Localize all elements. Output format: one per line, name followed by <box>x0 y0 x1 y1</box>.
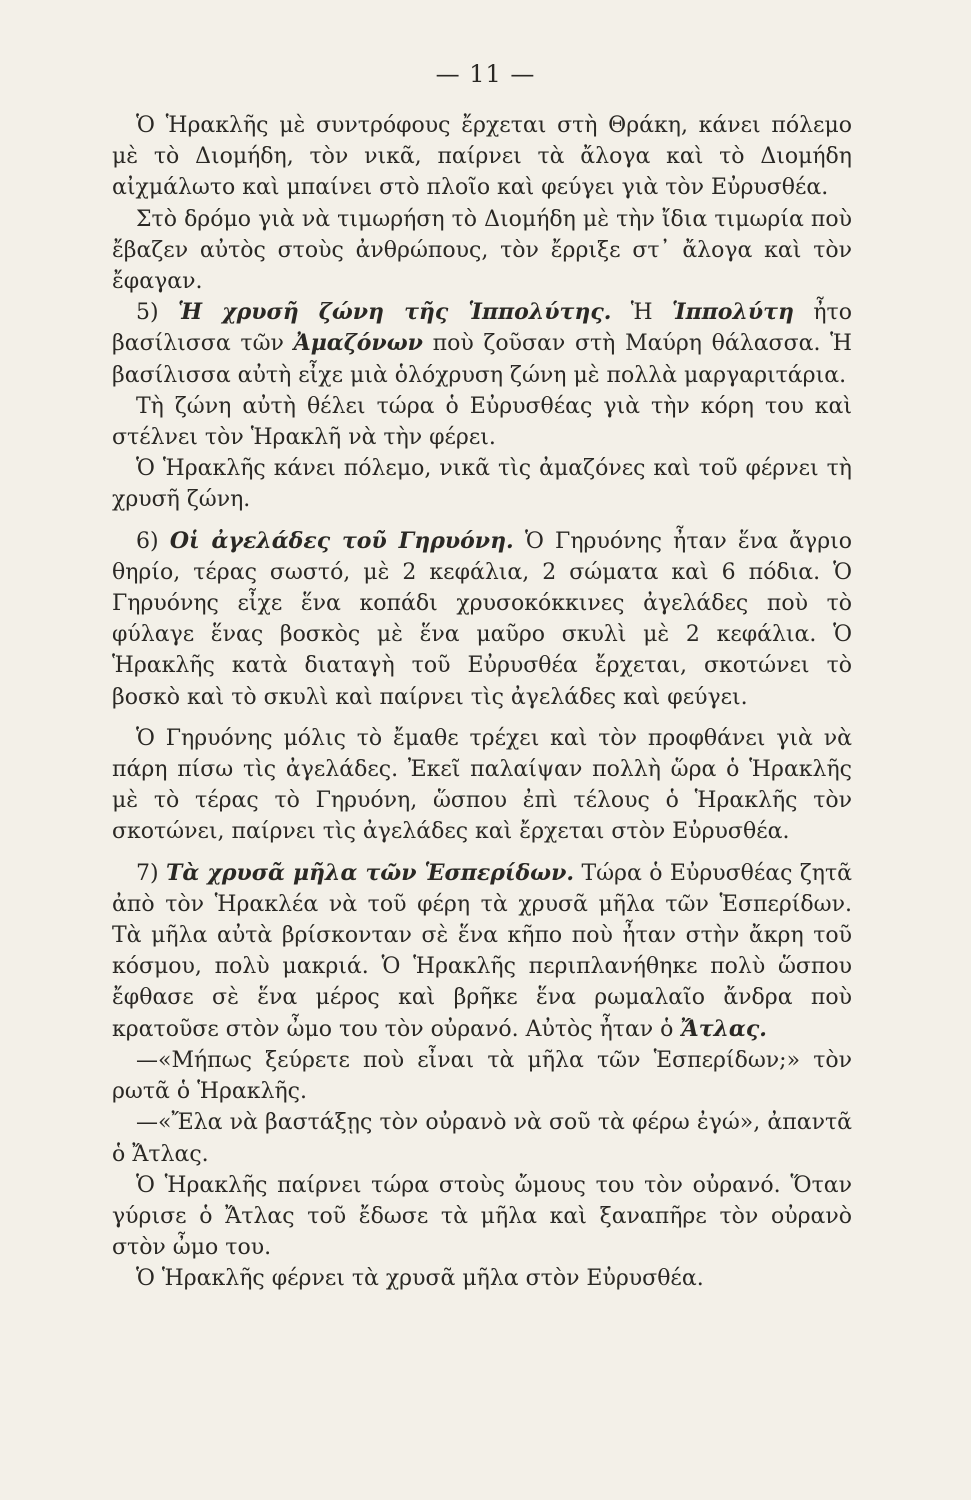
section-6-intro <box>112 526 852 713</box>
body-text <box>112 110 852 1295</box>
section-7-paragraph-5: Ὁ Ἡρακλῆς φέρνει τὰ χρυσᾶ μῆλα στὸν Εὐρυσθέα. <box>136 1266 704 1292</box>
section-6-paragraph-2: Ὁ Γηρυόνης μόλις τὸ ἔμαθε τρέχει καὶ τὸν προφθάνει γιὰ νὰ πάρη πίσω τὶς ἀγελάδες. Ἐκεῖ παλαίψαν πολλὴ ὥρα ὁ Ἡρακλῆς μὲ τὸ τέρας τὸ Γηρυόνη, ὥσπου ἐπὶ τέλους ὁ Ἡρακλῆς τὸν σκοτώνει, παίρνει τὶς ἀγελάδες καὶ ἔρχεται στὸν Εὐρυσθέα. <box>112 725 852 845</box>
section-5-paragraph-3: Ὁ Ἡρακλῆς κάνει πόλεμο, νικᾶ τὶς ἀμαζόνες καὶ τοῦ φέρνει τὴ χρυσῆ ζώνη. <box>112 456 852 513</box>
section-7-paragraph-4: Ὁ Ἡρακλῆς παίρνει τώρα στοὺς ὤμους του τὸν οὐρανό. Ὅταν γύρισε ὁ Ἄτλας τοῦ ἔδωσε τὰ μῆλα καὶ ξαναπῆρε τὸν οὐρανὸ στὸν ὦμο του. <box>112 1172 852 1261</box>
paragraph-diomedes-punishment: Στὸ δρόμο γιὰ νὰ τιμωρήση τὸ Διομήδη μὲ τὴν ἴδια τιμωρία ποὺ ἔβαζεν αὐτὸς στοὺς ἀνθρώπους, τὸν ἔρριξε στ᾽ ἄλογα καὶ τὸν ἔφαγαν. <box>112 206 852 295</box>
section-7-number: 7) <box>136 860 159 886</box>
section-7-heading: Τὰ χρυσᾶ μῆλα τῶν Ἑσπερίδων. <box>166 859 575 886</box>
section-7-dialogue-1: —«Μήπως ξεύρετε ποὺ εἶναι τὰ μῆλα τῶν Ἑσπερίδων;» τὸν ρωτᾶ ὁ Ἡρακλῆς. <box>112 1047 852 1105</box>
section-5-name-amazons: Ἀμαζόνων <box>293 330 423 357</box>
section-5-number: 5) <box>136 300 159 326</box>
section-5-intro <box>112 297 852 391</box>
section-6-number: 6) <box>136 528 159 554</box>
section-7-text: Τώρα ὁ Εὐρυσθέας ζητᾶ ἀπὸ τὸν Ἡρακλέα νὰ τοῦ φέρη τὰ χρυσᾶ μῆλα τῶν Ἑσπερίδων. Τὰ μῆλα αὐτὰ βρίσκονταν σὲ ἕνα κῆπο ποὺ ἦταν στὴν ἄκρη τοῦ κόσμου, πολὺ μακριά. Ὁ Ἡρακλῆς περιπλανήθηκε πολὺ ὥσπου ἔφθασε σὲ ἕνα μέρος καὶ βρῆκε ἕνα ρωμαλαῖο ἄνδρα ποὺ κρατοῦσε στὸν ὦμο του τὸν οὐρανό. Αὐτὸς ἦταν ὁ <box>112 860 852 1042</box>
paragraph-diomedes-battle: Ὁ Ἡρακλῆς μὲ συντρόφους ἔρχεται στὴ Θράκη, κάνει πόλεμο μὲ τὸ Διομήδη, τὸν νικᾶ, παίρνει τὰ ἄλογα καὶ τὸ Διομήδη αἰχμάλωτο καὶ μπαίνει στὸ πλοῖο καὶ φεύγει γιὰ τὸν Εὐρυσθέα. <box>112 113 852 201</box>
section-5-text-a: Ἡ <box>611 300 673 326</box>
page-number: — 11 — <box>435 60 536 88</box>
section-6-text: Ὁ Γηρυόνης ἦταν ἕνα ἄγριο θηρίο, τέρας σωστό, μὲ 2 κεφάλια, 2 σώματα καὶ 6 πόδια. Ὁ Γηρυόνης εἶχε ἕνα κοπάδι χρυσοκόκκινες ἀγελάδες ποὺ τὸ φύλαγε ἕνας βοσκὸς μὲ ἕνα μαῦρο σκυλὶ μὲ 2 κεφάλια. Ὁ Ἡρακλῆς κατὰ διαταγὴ τοῦ Εὐρυσθέα ἔρχεται, σκοτώνει τὸ βοσκὸ καὶ τὸ σκυλὶ καὶ παίρνει τὶς ἀγελάδες καὶ φεύγει. <box>112 528 852 710</box>
section-7-name-atlas: Ἄτλας. <box>680 1015 767 1042</box>
section-6-heading: Οἱ ἀγελάδες τοῦ Γηρυόνη. <box>169 527 514 554</box>
section-5-text-b: ἦτο βασίλισσα τῶν <box>112 300 852 357</box>
section-7-dialogue-2: —«Ἔλα νὰ βαστάξῃς τὸν οὐρανὸ νὰ σοῦ τὰ φέρω ἐγώ», ἀπαντᾶ ὁ Ἄτλας. <box>112 1110 852 1167</box>
section-7-intro <box>112 858 852 1045</box>
section-5-heading: Ἡ χρυσῆ ζώνη τῆς Ἱππολύτης. <box>178 299 612 326</box>
section-5-paragraph-2: Τὴ ζώνη αὐτὴ θέλει τώρα ὁ Εὐρυσθέας γιὰ τὴν κόρη του καὶ στέλνει τὸν Ἡρακλῆ νὰ τὴν φέρει. <box>112 393 852 451</box>
section-5-name-hippolyta: Ἱππολύτη <box>672 299 794 326</box>
section-5-text-c: ποὺ ζοῦσαν στὴ Μαύρη θάλασσα. Ἡ βασίλισσα αὐτὴ εἶχε μιὰ ὁλόχρυση ζώνη μὲ πολλὰ μαργαριτάρια. <box>112 331 852 388</box>
